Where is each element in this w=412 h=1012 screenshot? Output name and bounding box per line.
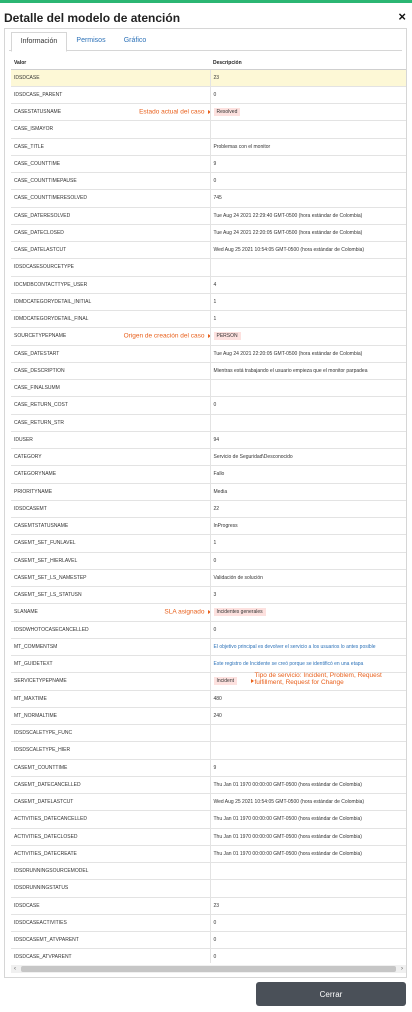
table-row[interactable]	[11, 431, 406, 448]
cell-field-name	[11, 656, 210, 673]
cell-description	[210, 86, 406, 103]
cell-description	[210, 794, 406, 811]
field-value: 3	[213, 592, 217, 599]
field-value: El objetivo principal es devolver el servicio a los usuarios lo antes posible	[213, 643, 376, 650]
table-row[interactable]	[11, 811, 406, 828]
tab-permisos[interactable]: Permisos	[76, 37, 106, 44]
table-row[interactable]	[11, 742, 406, 759]
table-row[interactable]	[11, 690, 406, 707]
cell-description	[210, 587, 406, 604]
field-value: Tue Aug 24 2021 22:20:05 GMT-0500 (hora estándar de Colombia)	[213, 350, 363, 357]
table-scroll-area[interactable]	[11, 57, 406, 963]
cell-field-name	[11, 880, 210, 897]
field-name: CASEMT_DATELASTCUT	[14, 799, 74, 806]
field-value: 23	[213, 74, 220, 81]
tab-bar	[9, 29, 402, 51]
field-value: Thu Jan 01 1970 00:00:00 GMT-0500 (hora estándar de Colombia)	[213, 816, 362, 823]
field-value: Tue Aug 24 2021 22:20:05 GMT-0500 (hora estándar de Colombia)	[213, 229, 363, 236]
horizontal-scrollbar[interactable]	[11, 965, 406, 973]
field-value: Problemas con el monitor	[213, 143, 271, 150]
cell-description[interactable]	[210, 656, 406, 673]
field-name: CASEMT_SET_HIERLAVEL	[14, 557, 78, 564]
cell-field-name	[11, 104, 210, 121]
cell-field-name	[11, 932, 210, 949]
tab-informacion[interactable]: Información	[11, 32, 67, 52]
cell-description	[210, 914, 406, 931]
cell-field-name	[11, 242, 210, 259]
cell-field-name	[11, 811, 210, 828]
field-name: CASE_COUNTTIMEPAUSE	[14, 178, 77, 185]
field-name: ACTIVITIES_DATECLOSED	[14, 833, 78, 840]
table-row[interactable]	[11, 638, 406, 655]
table-row[interactable]	[11, 207, 406, 224]
column-header-descripcion: Descripción	[210, 57, 406, 69]
field-value: 1	[213, 540, 217, 547]
field-value: 9	[213, 160, 217, 167]
table-row[interactable]	[11, 552, 406, 569]
field-name: CATEGORY	[14, 454, 42, 461]
table-row[interactable]	[11, 121, 406, 138]
cell-field-name	[11, 776, 210, 793]
cell-description	[210, 776, 406, 793]
cell-field-name	[11, 380, 210, 397]
cell-field-name	[11, 569, 210, 586]
field-value: Fallo	[213, 471, 225, 478]
content-panel	[4, 28, 407, 978]
table-row[interactable]	[11, 483, 406, 500]
cell-field-name	[11, 155, 210, 172]
cell-description	[210, 414, 406, 431]
cell-field-name	[11, 621, 210, 638]
table-row[interactable]	[11, 155, 406, 172]
field-value: 94	[213, 436, 220, 443]
field-name: SLANAME	[14, 609, 38, 616]
field-value: Wed Aug 25 2021 10:54:05 GMT-0500 (hora estándar de Colombia)	[213, 799, 365, 806]
cell-field-name	[11, 449, 210, 466]
field-name: IDCMDBCONTACTTYPE_USER	[14, 281, 88, 288]
field-value: 480	[213, 695, 222, 702]
cell-field-name	[11, 483, 210, 500]
cell-field-name	[11, 397, 210, 414]
field-name: CASE_DATESTART	[14, 350, 60, 357]
annotation-label: Estado actual del caso	[139, 108, 205, 116]
field-name: ACTIVITIES_DATECREATE	[14, 850, 77, 857]
table-row[interactable]	[11, 776, 406, 793]
cell-description	[210, 449, 406, 466]
cell-description	[210, 224, 406, 241]
cell-description	[210, 759, 406, 776]
cell-description	[210, 362, 406, 379]
field-name: IDMDCATEGORYDETAIL_FINAL	[14, 316, 89, 323]
cell-description	[210, 673, 406, 690]
cell-description	[210, 811, 406, 828]
table-row[interactable]	[11, 897, 406, 914]
field-value: 0	[213, 91, 217, 98]
cell-field-name	[11, 587, 210, 604]
field-name: MT_GUIDETEXT	[14, 661, 53, 668]
field-value: 0	[213, 626, 217, 633]
field-name: CATEGORYNAME	[14, 471, 57, 478]
field-value: Servicio de Seguridad\Desconocido	[213, 454, 293, 461]
cell-description	[210, 138, 406, 155]
cell-description	[210, 104, 406, 121]
cell-field-name	[11, 673, 210, 690]
attributes-table	[11, 57, 406, 963]
scroll-left-icon[interactable]: ‹	[14, 966, 16, 972]
table-row[interactable]	[11, 328, 406, 345]
field-value: 745	[213, 195, 222, 202]
field-name: CASE_COUNTTIMERESOLVED	[14, 195, 87, 202]
field-name: CASEMTSTATUSNAME	[14, 523, 69, 530]
cell-field-name	[11, 725, 210, 742]
table-row[interactable]	[11, 173, 406, 190]
cell-description	[210, 207, 406, 224]
field-name: CASE_COUNTTIME	[14, 160, 61, 167]
scrollbar-thumb[interactable]	[21, 966, 396, 972]
table-row[interactable]	[11, 104, 406, 121]
field-value: Thu Jan 01 1970 00:00:00 GMT-0500 (hora estándar de Colombia)	[213, 850, 362, 857]
table-row[interactable]	[11, 759, 406, 776]
cell-description	[210, 863, 406, 880]
field-name: CASEMT_SET_FUNLAVEL	[14, 540, 76, 547]
field-name: CASE_DESCRIPTION	[14, 367, 65, 374]
cell-field-name	[11, 207, 210, 224]
cell-description	[210, 293, 406, 310]
field-name: CASE_RETURN_COST	[14, 402, 68, 409]
field-value: Thu Jan 01 1970 00:00:00 GMT-0500 (hora estándar de Colombia)	[213, 833, 362, 840]
table-row[interactable]	[11, 293, 406, 310]
cell-description	[210, 190, 406, 207]
field-name: ACTIVITIES_DATECANCELLED	[14, 816, 87, 823]
field-name: CASE_TITLE	[14, 143, 45, 150]
cell-description	[210, 690, 406, 707]
field-value: Mientras está trabajando el usuario empieza que el monitor parpadea	[213, 367, 368, 374]
table-row[interactable]	[11, 707, 406, 724]
table-row[interactable]	[11, 69, 406, 86]
cell-field-name	[11, 690, 210, 707]
cell-description	[210, 466, 406, 483]
cell-field-name	[11, 69, 210, 86]
cell-description	[210, 69, 406, 86]
table-row[interactable]	[11, 863, 406, 880]
field-name: CASESTATUSNAME	[14, 109, 62, 116]
cell-description	[210, 518, 406, 535]
field-name: SOURCETYPEPNAME	[14, 333, 67, 340]
field-name: CASE_DATELASTCUT	[14, 247, 67, 254]
field-name: CASEMT_SET_LS_NAMESTEP	[14, 574, 87, 581]
cell-field-name	[11, 552, 210, 569]
field-value: 0	[213, 937, 217, 944]
cell-field-name	[11, 604, 210, 621]
table-row[interactable]	[11, 604, 406, 621]
table-row[interactable]	[11, 932, 406, 949]
cell-description	[210, 259, 406, 276]
cell-field-name	[11, 345, 210, 362]
field-name: MT_MAXTIME	[14, 695, 47, 702]
field-value: 4	[213, 281, 217, 288]
field-value: 1	[213, 316, 217, 323]
annotation-label: SLA asignado	[164, 608, 205, 616]
table-row[interactable]	[11, 880, 406, 897]
cell-field-name	[11, 897, 210, 914]
cell-description	[210, 173, 406, 190]
field-name: IDMDCATEGORYDETAIL_INITIAL	[14, 298, 92, 305]
cell-field-name	[11, 742, 210, 759]
value-badge: Resolved	[214, 108, 241, 116]
cell-description	[210, 242, 406, 259]
table-row[interactable]	[11, 311, 406, 328]
cell-field-name	[11, 535, 210, 552]
table-row[interactable]	[11, 362, 406, 379]
cell-field-name	[11, 863, 210, 880]
cell-description	[210, 155, 406, 172]
table-row[interactable]	[11, 569, 406, 586]
cell-description	[210, 725, 406, 742]
value-badge: Incidentes generales	[214, 608, 266, 616]
field-name: IDSDSCALETYPE_HIER	[14, 747, 71, 754]
field-value: Validación de solución	[213, 574, 263, 581]
field-value: Este registro de Incidente se creó porque se identificó en una etapa	[213, 661, 364, 668]
table-row[interactable]	[11, 587, 406, 604]
table-row[interactable]	[11, 725, 406, 742]
cell-field-name	[11, 86, 210, 103]
field-value: 9	[213, 764, 217, 771]
field-name: CASE_FINALSUMM	[14, 385, 60, 392]
cell-description	[210, 397, 406, 414]
cell-field-name	[11, 828, 210, 845]
table-row[interactable]	[11, 500, 406, 517]
cell-description	[210, 500, 406, 517]
cell-field-name	[11, 759, 210, 776]
table-row[interactable]	[11, 914, 406, 931]
field-name: CASEMT_COUNTTIME	[14, 764, 68, 771]
field-name: MT_NORMALTIME	[14, 712, 57, 719]
annotation-arrow-icon	[251, 679, 254, 683]
cell-description	[210, 552, 406, 569]
value-badge: PERSON	[214, 332, 241, 340]
table-header-row	[11, 57, 406, 69]
annotation-label: Tipo de servicio: Incident, Problem, Request fulfillment, Request for Change	[254, 672, 382, 687]
field-name: IDSDRUNNINGSTATUS	[14, 885, 69, 892]
cell-description	[210, 621, 406, 638]
cell-description	[210, 311, 406, 328]
field-name: CASE_DATERESOLVED	[14, 212, 71, 219]
cell-field-name	[11, 466, 210, 483]
cell-description	[210, 431, 406, 448]
cell-description	[210, 880, 406, 897]
cell-description	[210, 742, 406, 759]
tab-grafico[interactable]: Gráfico	[123, 37, 147, 44]
cell-field-name	[11, 362, 210, 379]
cell-field-name	[11, 190, 210, 207]
cell-field-name	[11, 224, 210, 241]
field-name: IDSDRUNNINGSOURCEMODEL	[14, 868, 89, 875]
table-row[interactable]	[11, 673, 406, 690]
field-name: IDSDCASEACTIVITIES	[14, 919, 67, 926]
cell-field-name	[11, 121, 210, 138]
field-value: 0	[213, 557, 217, 564]
field-value: Wed Aug 25 2021 10:54:05 GMT-0500 (hora estándar de Colombia)	[213, 247, 365, 254]
annotation-label: Origen de creación del caso	[123, 332, 205, 340]
field-value: 240	[213, 712, 222, 719]
field-name: IDSDCASE_PARENT	[14, 91, 63, 98]
field-name: IDSDCASE_ATVPARENT	[14, 954, 72, 961]
table-row[interactable]	[11, 224, 406, 241]
table-row[interactable]	[11, 535, 406, 552]
cell-description	[210, 483, 406, 500]
cell-description	[210, 535, 406, 552]
table-row[interactable]	[11, 86, 406, 103]
cell-field-name	[11, 500, 210, 517]
table-row[interactable]	[11, 449, 406, 466]
field-name: IDSDWHOTOCASECANCELLED	[14, 626, 89, 633]
cell-description	[210, 604, 406, 621]
field-value: Tue Aug 24 2021 22:29:40 GMT-0500 (hora estándar de Colombia)	[213, 212, 363, 219]
table-row[interactable]	[11, 242, 406, 259]
table-row[interactable]	[11, 380, 406, 397]
cell-description	[210, 949, 406, 963]
table-row[interactable]	[11, 621, 406, 638]
cell-field-name	[11, 173, 210, 190]
table-row[interactable]	[11, 190, 406, 207]
cell-field-name	[11, 431, 210, 448]
table-row[interactable]	[11, 138, 406, 155]
table-row[interactable]	[11, 414, 406, 431]
field-value: 0	[213, 919, 217, 926]
field-name: CASE_ISMAYOR	[14, 126, 54, 133]
column-header-valor: Valor	[11, 57, 210, 69]
field-value: 23	[213, 902, 220, 909]
table-body	[11, 69, 406, 963]
field-name: PRIORITYNAME	[14, 488, 53, 495]
cell-field-name	[11, 794, 210, 811]
cell-description	[210, 828, 406, 845]
cell-description	[210, 569, 406, 586]
cell-description	[210, 845, 406, 862]
table-row[interactable]	[11, 828, 406, 845]
field-name: IDUSER	[14, 436, 33, 443]
scroll-right-icon[interactable]: ›	[401, 966, 403, 972]
field-name: CASEMT_DATECANCELLED	[14, 781, 81, 788]
field-value: Thu Jan 01 1970 00:00:00 GMT-0500 (hora estándar de Colombia)	[213, 781, 362, 788]
cell-field-name	[11, 638, 210, 655]
cell-field-name	[11, 138, 210, 155]
field-name: CASE_DATECLOSED	[14, 229, 64, 236]
field-name: SERVICETYPEPNAME	[14, 678, 67, 685]
close-icon[interactable]: ×	[398, 9, 406, 24]
cell-field-name	[11, 311, 210, 328]
cell-description	[210, 328, 406, 345]
cell-field-name	[11, 259, 210, 276]
field-value: 0	[213, 178, 217, 185]
table-row[interactable]	[11, 276, 406, 293]
cell-description[interactable]	[210, 638, 406, 655]
cell-description	[210, 707, 406, 724]
table-row[interactable]	[11, 656, 406, 673]
cell-description	[210, 276, 406, 293]
table-row[interactable]	[11, 518, 406, 535]
cell-field-name	[11, 293, 210, 310]
cell-field-name	[11, 949, 210, 963]
table-row[interactable]	[11, 466, 406, 483]
cell-description	[210, 121, 406, 138]
table-row[interactable]	[11, 259, 406, 276]
field-value: 0	[213, 402, 217, 409]
table-row[interactable]	[11, 397, 406, 414]
table-row[interactable]	[11, 949, 406, 963]
cell-field-name	[11, 914, 210, 931]
cerrar-button[interactable]: Cerrar	[256, 982, 406, 1006]
field-name: MT_COMMENTSM	[14, 643, 58, 650]
cell-field-name	[11, 414, 210, 431]
table-row[interactable]	[11, 345, 406, 362]
cell-field-name	[11, 276, 210, 293]
cell-field-name	[11, 707, 210, 724]
field-name: IDSDSCALETYPE_FUNC	[14, 730, 73, 737]
field-name: CASE_RETURN_STR	[14, 419, 65, 426]
table-row[interactable]	[11, 794, 406, 811]
field-value: 0	[213, 954, 217, 961]
dialog-title: Detalle del modelo de atención	[4, 11, 181, 25]
field-value: Media	[213, 488, 228, 495]
table-row[interactable]	[11, 845, 406, 862]
field-name: IDSDCASEMT_ATVPARENT	[14, 937, 79, 944]
value-badge: Incident	[214, 677, 238, 685]
field-name: CASEMT_SET_LS_STATUSN	[14, 592, 82, 599]
cell-description	[210, 932, 406, 949]
cell-field-name	[11, 518, 210, 535]
field-value: InProgress	[213, 523, 238, 530]
dialog-header	[0, 3, 412, 27]
field-name: IDSDCASE	[14, 902, 40, 909]
cell-field-name	[11, 845, 210, 862]
cell-field-name	[11, 328, 210, 345]
cell-description	[210, 897, 406, 914]
field-value: 22	[213, 505, 220, 512]
cell-description	[210, 345, 406, 362]
cell-description	[210, 380, 406, 397]
field-value: 1	[213, 298, 217, 305]
field-name: IDSDCASEMT	[14, 505, 47, 512]
field-name: IDSDCASESOURCETYPE	[14, 264, 75, 271]
field-name: IDSDCASE	[14, 74, 40, 81]
